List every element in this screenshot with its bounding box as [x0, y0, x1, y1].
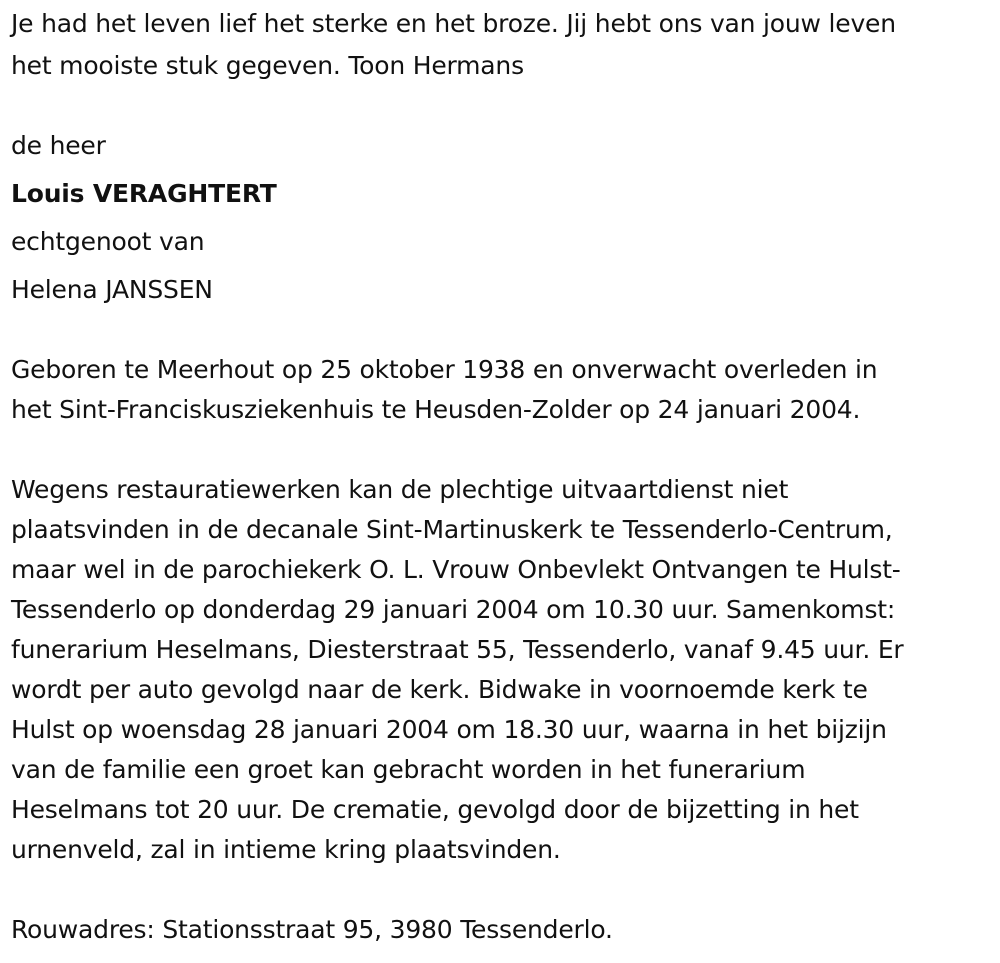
funeral-line-9: Heselmans tot 20 uur. De crematie, gevolgd door de bijzetting in het: [11, 795, 859, 824]
quote-line-2: het mooiste stuk gegeven. Toon Hermans: [11, 51, 524, 80]
quote-line-1: Je had het leven lief het sterke en het broze. Jij hebt ons van jouw leven: [11, 9, 896, 38]
birth-death-line-1: Geboren te Meerhout op 25 oktober 1938 en onverwacht overleden in: [11, 355, 878, 384]
funeral-line-10: urnenveld, zal in intieme kring plaatsvinden.: [11, 835, 561, 864]
birth-death-line-2: het Sint-Franciskusziekenhuis te Heusden-Zolder op 24 januari 2004.: [11, 395, 861, 424]
deceased-title: de heer: [11, 131, 106, 160]
funeral-line-3: maar wel in de parochiekerk O. L. Vrouw Onbevlekt Ontvangen te Hulst-: [11, 555, 901, 584]
deceased-name: Louis VERAGHTERT: [11, 179, 277, 208]
relation-text: echtgenoot van: [11, 227, 205, 256]
mourning-address: Rouwadres: Stationsstraat 95, 3980 Tessenderlo.: [11, 915, 613, 944]
funeral-line-7: Hulst op woensdag 28 januari 2004 om 18.30 uur, waarna in het bijzijn: [11, 715, 887, 744]
funeral-line-2: plaatsvinden in de decanale Sint-Martinuskerk te Tessenderlo-Centrum,: [11, 515, 893, 544]
funeral-line-4: Tessenderlo op donderdag 29 januari 2004 om 10.30 uur. Samenkomst:: [11, 595, 896, 624]
funeral-line-5: funerarium Heselmans, Diesterstraat 55, Tessenderlo, vanaf 9.45 uur. Er: [11, 635, 904, 664]
funeral-line-1: Wegens restauratiewerken kan de plechtige uitvaartdienst niet: [11, 475, 789, 504]
funeral-line-8: van de familie een groet kan gebracht worden in het funerarium: [11, 755, 806, 784]
spouse-name: Helena JANSSEN: [11, 275, 213, 304]
funeral-line-6: wordt per auto gevolgd naar de kerk. Bidwake in voornoemde kerk te: [11, 675, 868, 704]
